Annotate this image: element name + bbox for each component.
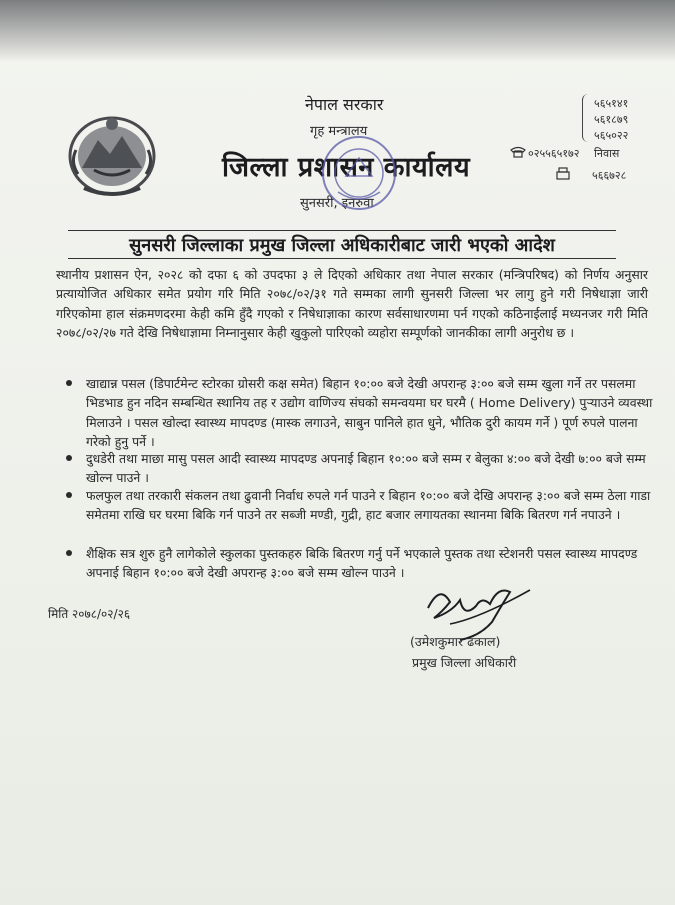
bullet-icon bbox=[66, 550, 72, 556]
title-bottom-rule bbox=[68, 258, 616, 259]
bullet-icon bbox=[66, 455, 72, 461]
residence-phone-number: ०२५५६५१७२ bbox=[528, 147, 580, 160]
order-item: शैक्षिक सत्र शुरु हुनै लागेकोले स्कुलका पुस्तकहरु बिकि बितरण गर्नु पर्ने भएकाले पुस्तक तथा स्टेशनरी पसल स्वास्थ्य मापदण्ड अपनाई बिहान १०:०० बजे देखी अपरान्ह ३:०० बजे सम्म खोल्न पाउने । bbox=[86, 546, 638, 581]
bullet-icon bbox=[66, 380, 72, 386]
phone-bracket bbox=[582, 94, 591, 142]
phone-number: ५६५०२२ bbox=[594, 129, 629, 142]
residence-label: निवास bbox=[594, 147, 620, 160]
order-item: खाद्यान्न पसल (डिपार्टमेन्ट स्टोरका ग्रोसरी कक्ष समेत) बिहान १०:०० बजे देखी अपरान्ह ३:०० बजे सम्म खुला गर्ने तर पसलमा भिडभाड हुन नदिन सम्बन्धित स्थानिय तह र उद्योग वाणिज्य संघको समन्वयमा घर घरमै ( Home Delivery) पुऱ्याउने व्यवस्था मिलाउने । पसल खोल्दा स्वास्थ्य मापदण्ड (मास्क लगाउने, साबुन पानिले हात धुने, भौतिक दुरी कायम गर्ने ) पूर्ण रुपले पालना गरेको हुनु पर्ने । bbox=[86, 376, 653, 449]
bullet-icon bbox=[66, 492, 72, 498]
nepal-emblem-icon bbox=[64, 110, 160, 198]
order-item: दुधडेरी तथा माछा मासु पसल आदी स्वास्थ्य मापदण्ड अपनाई बिहान १०:०० बजे सम्म र बेलुका ४:०० बजे देखी ७:०० बजे सम्म खोल्न पाउने । bbox=[86, 451, 646, 486]
phone-number: ५६१८७९ bbox=[594, 113, 629, 126]
order-intro-paragraph: स्थानीय प्रशासन ऐन, २०२८ को दफा ६ को उपदफा ३ ले दिएको अधिकार तथा नेपाल सरकार (मन्त्रिपरिषद) को निर्णय अनुसार प्रत्यायोजित अधिकार समेत प्रयोग गरि मिति २०७८/०२/३१ गते सम्मका लागी सुनसरी जिल्ला भर लागु हुने गरी निषेधाज्ञा जारी गरिएकोमा हाल संक्रमणदरमा केही कमि हुँदै गएको र निषेधाज्ञाका कारण सर्वसाधारणमा पर्न गएको कठिनाईलाई मध्यनजर गरी मिति २०७८/०२/२७ गते देखि निषेधाज्ञामा निम्नानुसार केही खुकुलो पारिएको व्यहोरा सम्पूर्णको जानकीका लागी अनुरोध छ । bbox=[56, 267, 648, 340]
fax-icon bbox=[556, 167, 570, 180]
fax-number: ५६६७२८ bbox=[592, 169, 627, 182]
office-seal-stamp bbox=[318, 132, 400, 214]
office-location: सुनसरी, इनरुवा bbox=[300, 196, 374, 211]
signatory-name: (उमेशकुमार ढकाल) bbox=[410, 634, 501, 649]
government-name: नेपाल सरकार bbox=[305, 95, 384, 114]
ministry-name: गृह मन्त्रालय bbox=[310, 124, 368, 139]
order-item: फलफुल तथा तरकारी संकलन तथा ढुवानी निर्वाध रुपले गर्न पाउने र बिहान १०:०० बजे देखि अपरान्ह ३:०० बजे सम्म ठेला गाडा समेतमा राखि घर घरमा बिकि गर्न पाउने तर सब्जी मण्डी, गुद्री, हाट बजार लगायतका स्थानमा बिकि बितरण गर्न नपाउने । bbox=[86, 488, 651, 523]
telephone-icon bbox=[510, 146, 526, 158]
title-top-rule bbox=[68, 230, 616, 231]
order-title: सुनसरी जिल्लाका प्रमुख जिल्ला अधिकारीबाट जारी भएको आदेश bbox=[129, 235, 555, 256]
office-name: जिल्ला प्रशासन कार्यालय bbox=[222, 152, 471, 183]
order-date: मिति २०७८/०२/२६ bbox=[48, 607, 131, 621]
phone-number: ५६५१४१ bbox=[594, 97, 629, 110]
page-top-shadow bbox=[0, 0, 675, 62]
signatory-title: प्रमुख जिल्ला अधिकारी bbox=[412, 655, 517, 670]
